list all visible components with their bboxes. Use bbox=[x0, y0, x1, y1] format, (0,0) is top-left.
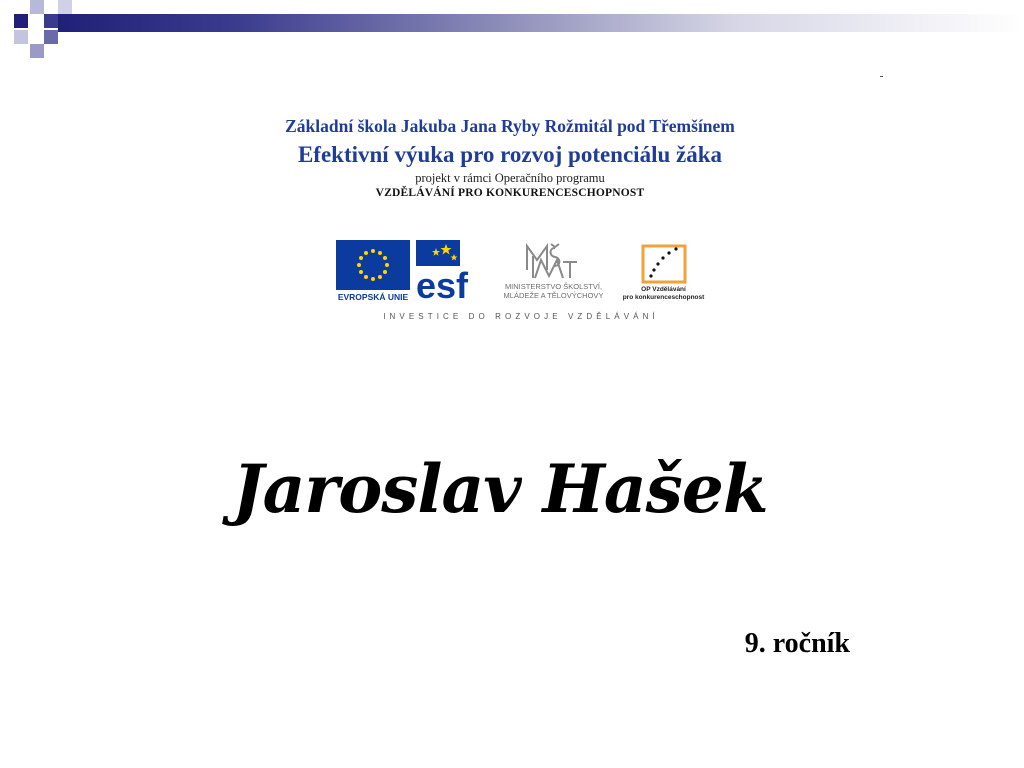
eu-caption: EVROPSKÁ UNIE bbox=[337, 292, 409, 302]
decor-square bbox=[44, 14, 58, 28]
msmt-logo bbox=[491, 240, 616, 306]
eu-flag-logo bbox=[336, 240, 410, 290]
esf-logo bbox=[416, 240, 486, 300]
decor-square bbox=[14, 30, 28, 44]
investment-slogan: INVESTICE DO ROZVOJE VZDĚLÁVÁNÍ bbox=[383, 312, 659, 321]
op-logo bbox=[621, 240, 706, 306]
msmt-monogram-icon bbox=[491, 240, 616, 282]
esf-icon bbox=[416, 240, 486, 300]
school-name: Základní škola Jakuba Jana Ryby Rožmitál pod Třemšínem bbox=[285, 116, 735, 136]
decor-square bbox=[58, 0, 72, 14]
eu-stars-icon bbox=[336, 240, 410, 290]
slide-decoration-band bbox=[0, 0, 1024, 64]
decor-square bbox=[30, 30, 44, 44]
gradient-bar bbox=[58, 14, 1024, 32]
logo-strip bbox=[336, 240, 706, 306]
project-title: Efektivní výuka pro rozvoj potenciálu žáka bbox=[297, 142, 723, 167]
slide-title: Jaroslav Hašek bbox=[232, 450, 768, 528]
program-name: VZDĚLÁVÁNÍ PRO KONKURENCESCHOPNOST bbox=[375, 187, 645, 199]
project-subtitle: projekt v rámci Operačního programu bbox=[415, 171, 605, 185]
grade-label: 9. ročník bbox=[744, 628, 850, 659]
decor-square bbox=[30, 0, 44, 14]
op-frame-icon bbox=[621, 240, 706, 286]
project-header bbox=[240, 113, 780, 201]
decor-square bbox=[14, 14, 28, 28]
svg-text:esf: esf bbox=[416, 265, 469, 300]
op-caption: OP Vzdělávání pro konkurenceschopnost bbox=[622, 286, 705, 301]
msmt-caption: MINISTERSTVO ŠKOLSTVÍ, MLÁDEŽE A TĚLOVÝCHOVY bbox=[503, 282, 604, 300]
decor-square bbox=[30, 44, 44, 58]
stray-mark bbox=[880, 76, 883, 77]
decor-square bbox=[44, 30, 58, 44]
